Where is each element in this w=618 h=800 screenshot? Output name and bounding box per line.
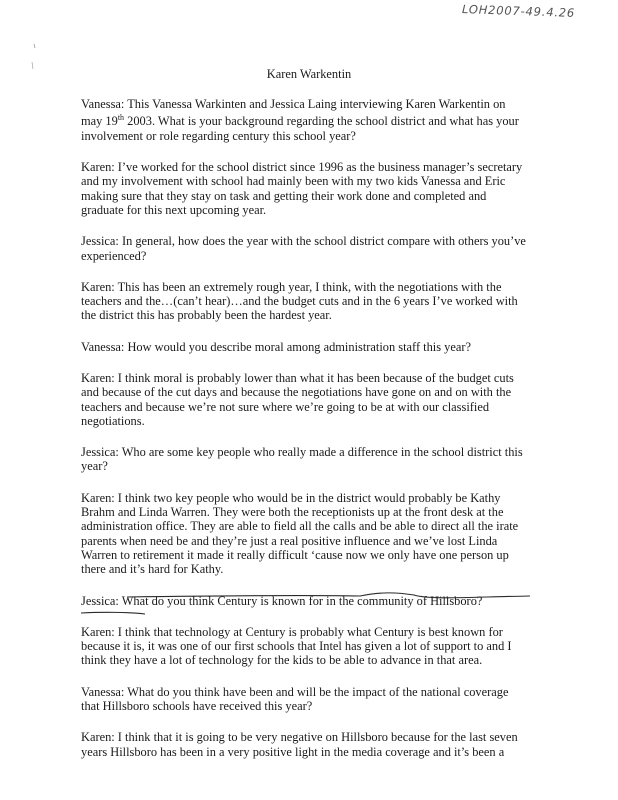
text-line: think they have a lot of technology for the kids to be able to advance in that area. — [81, 653, 483, 668]
text-line: involvement or role regarding century this school year? — [81, 128, 356, 143]
paragraph-vanessa-coverage — [81, 685, 551, 714]
text-line: Brahm and Linda Warren. They were both the receptionists up at the front desk at the — [81, 505, 504, 520]
text-line: year? — [81, 459, 108, 474]
text-line: Karen: I think that it is going to be very negative on Hillsboro because for the last seven — [81, 730, 518, 745]
transcript-body — [81, 97, 551, 776]
text-line: Karen: I’ve worked for the school district since 1996 as the business manager’s secretary — [81, 160, 523, 175]
paragraph-vanessa-moral — [81, 340, 551, 354]
text-line: and my involvement with school had mainly been with my two kids Vanessa and Eric — [81, 174, 506, 189]
text-line: Vanessa: What do you think have been and will be the impact of the national coverage — [81, 684, 509, 699]
text-line: experienced? — [81, 248, 147, 263]
text-line: and because of the cut days and because the negotiations have gone on and on with the — [81, 385, 512, 400]
paragraph-karen-background — [81, 160, 551, 217]
paragraph-jessica-compare — [81, 234, 551, 263]
text-line: because it is, it was one of our first schools that Intel has given a lot of support to and I — [81, 639, 512, 654]
text-line: making sure that they stay on task and getting their work done and completed and — [81, 188, 487, 203]
text-line: Jessica: Who are some key people who really made a difference in the school district this — [81, 445, 523, 460]
ordinal-suffix: th — [117, 113, 125, 123]
text-line: Karen: I think that technology at Century is probably what Century is best known for — [81, 624, 503, 639]
text-line: administration office. They are able to field all the calls and be able to direct all the irate — [81, 519, 519, 534]
paragraph-karen-rough-year — [81, 280, 551, 323]
paragraph-jessica-century — [81, 594, 551, 608]
text-line: Vanessa: This Vanessa Warkinten and Jessica Laing interviewing Karen Warkentin on — [81, 97, 506, 111]
paragraph-karen-technology — [81, 625, 551, 668]
text-line: Jessica: In general, how does the year with the school district compare with others you’ve — [81, 234, 526, 249]
text-line: Karen: This has been an extremely rough year, I think, with the negotiations with the — [81, 279, 502, 294]
text-line: may 19th 2003. What is your background regarding the school district and what has your — [81, 113, 519, 129]
text-line: years Hillsboro has been in a very positive light in the media coverage and it’s been a — [81, 744, 505, 759]
page-title: Karen Warkentin — [266, 67, 352, 81]
text-line: graduate for this next upcoming year. — [81, 202, 267, 217]
text-line: Jessica: What do you think Century is known for in the community of Hillsboro? — [81, 593, 483, 608]
text-line: Warren to retirement it made it really difficult ‘cause now we only have one person up — [81, 547, 509, 562]
paragraph-vanessa-intro — [81, 97, 551, 143]
archive-id-handwritten: LOH2007-49.4.26 — [461, 2, 576, 20]
paragraph-karen-key-people — [81, 491, 551, 577]
paragraph-karen-moral — [81, 371, 551, 428]
text-line: parents when need be and they’re just a real positive influence and we’ve lost Linda — [81, 533, 498, 548]
text-line: negotiations. — [81, 413, 145, 428]
text-line: Karen: I think two key people who would be in the district would probably be Kathy — [81, 490, 501, 505]
text-line: teachers and the…(can’t hear)…and the budget cuts and in the 6 years I’ve worked with — [81, 294, 518, 309]
text-line: Vanessa: How would you describe moral among administration staff this year? — [81, 339, 471, 354]
text-line: there and it’s hard for Kathy. — [81, 562, 224, 577]
paragraph-jessica-key-people — [81, 445, 551, 474]
text-line: teachers and because we’re not sure where we’re going to be at with our classified — [81, 399, 490, 414]
text-line: that Hillsboro schools have received this year? — [81, 699, 313, 714]
text-line: the district this has probably been the hardest year. — [81, 308, 332, 323]
text-line: Karen: I think moral is probably lower than what it has been because of the budget cuts — [81, 370, 514, 385]
paragraph-karen-negative — [81, 730, 551, 759]
